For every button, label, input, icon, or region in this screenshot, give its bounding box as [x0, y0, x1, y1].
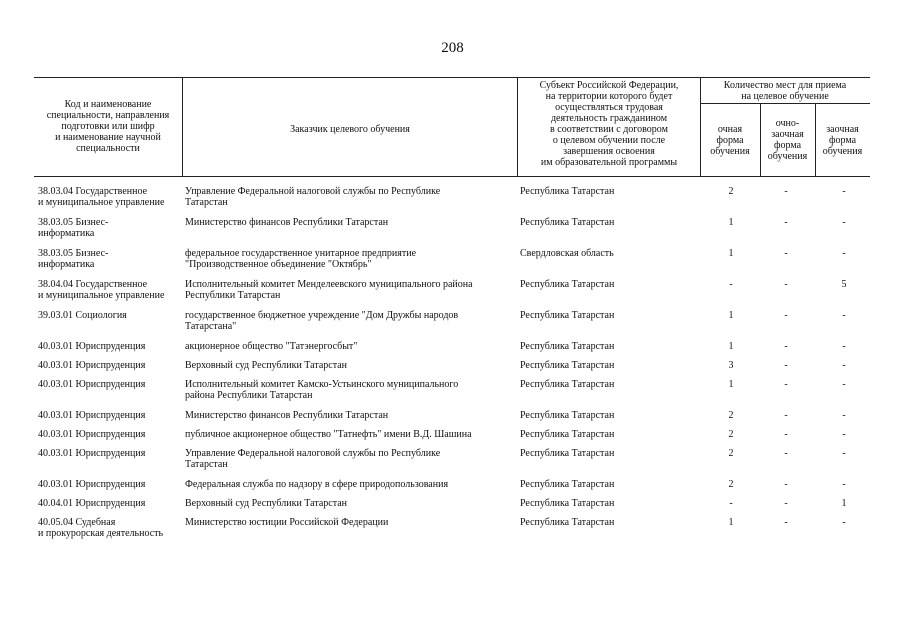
specialty-code-cell [38, 379, 186, 390]
part-time-count: - [784, 498, 788, 509]
part-time-count: - [784, 341, 788, 352]
customer-line: Министерство юстиции Российской Федерации [185, 517, 389, 528]
header-part-time-line: очно- [775, 118, 800, 129]
specialty-code-cell [38, 279, 186, 301]
customer-line: района Республики Татарстан [185, 390, 313, 401]
header-subject-line: завершения освоения [563, 146, 655, 157]
customer-line: Управление Федеральной налоговой службы по Республике [185, 448, 441, 459]
extramural-count: - [842, 341, 846, 352]
customer-line: Республики Татарстан [185, 290, 281, 301]
customer-cell [185, 410, 515, 421]
specialty-code-cell [38, 517, 186, 539]
page-number: 208 [441, 40, 464, 56]
specialty-code-line: 40.03.01 Юриспруденция [38, 429, 146, 440]
part-time-count: - [784, 379, 788, 390]
customer-cell [185, 429, 515, 440]
header-full-time-line: очная [717, 124, 743, 135]
subject-cell: Республика Татарстан [520, 341, 615, 352]
part-time-count: - [784, 410, 788, 421]
full-time-count: 1 [728, 379, 734, 390]
part-time-count: - [784, 248, 788, 259]
specialty-code-cell [38, 360, 186, 371]
full-time-count: 1 [728, 310, 734, 321]
customer-line: публичное акционерное общество "Татнефть" имени В.Д. Шашина [185, 429, 472, 440]
part-time-count: - [784, 448, 788, 459]
header-part-time-line: обучения [767, 151, 808, 162]
subject-cell: Республика Татарстан [520, 279, 615, 290]
specialty-code-cell [38, 186, 186, 208]
header-code-line: подготовки или шифр [61, 121, 155, 132]
subject-cell: Республика Татарстан [520, 498, 615, 509]
customer-cell [185, 310, 515, 332]
header-code-line: Код и наименование [64, 99, 152, 110]
header-places-line: на целевое обучение [741, 91, 829, 102]
customer-cell [185, 479, 515, 490]
header-part-time-line: заочная [771, 129, 804, 140]
subject-cell: Республика Татарстан [520, 217, 615, 228]
header-places-line: Количество мест для приема [723, 80, 847, 91]
specialty-code-line: информатика [38, 228, 95, 239]
full-time-count: - [729, 498, 733, 509]
subject-cell: Республика Татарстан [520, 360, 615, 371]
full-time-count: 2 [728, 429, 734, 440]
specialty-code-line: 40.03.01 Юриспруденция [38, 410, 146, 421]
customer-cell [185, 448, 515, 470]
header-part-time-line: форма [773, 140, 802, 151]
specialty-code-line: 40.05.04 Судебная [38, 517, 116, 528]
customer-line: Татарстан [185, 197, 228, 208]
customer-line: Управление Федеральной налоговой службы по Республике [185, 186, 441, 197]
header-top-rule [34, 77, 870, 78]
customer-cell [185, 279, 515, 301]
specialty-code-line: 38.03.04 Государственное [38, 186, 148, 197]
specialty-code-cell [38, 479, 186, 490]
specialty-code-cell [38, 341, 186, 352]
customer-cell [185, 360, 515, 371]
part-time-count: - [784, 360, 788, 371]
header-subject-line: на территории которого будет [545, 91, 673, 102]
header-sub-rule [700, 103, 870, 104]
specialty-code-line: и муниципальное управление [38, 290, 165, 301]
full-time-count: - [729, 279, 733, 290]
customer-cell [185, 498, 515, 509]
full-time-count: 2 [728, 479, 734, 490]
extramural-count: 5 [841, 279, 847, 290]
extramural-count: - [842, 448, 846, 459]
specialty-code-line: 40.03.01 Юриспруденция [38, 379, 146, 390]
full-time-count: 3 [728, 360, 734, 371]
specialty-code-line: 40.04.01 Юриспруденция [38, 498, 146, 509]
header-code-line: специальности [76, 143, 140, 154]
extramural-count: - [842, 217, 846, 228]
customer-cell [185, 186, 515, 208]
specialty-code-cell [38, 498, 186, 509]
customer-cell [185, 341, 515, 352]
header-subject-line: осуществляться трудовая [555, 102, 663, 113]
header-part-time [760, 118, 815, 162]
subject-cell: Республика Татарстан [520, 517, 615, 528]
header-bottom-rule [34, 176, 870, 177]
customer-line: Федеральная служба по надзору в сфере природопользования [185, 479, 449, 490]
customer-line: Татарстан [185, 459, 228, 470]
customer-cell [185, 248, 515, 270]
extramural-count: - [842, 517, 846, 528]
full-time-count: 1 [728, 248, 734, 259]
part-time-count: - [784, 479, 788, 490]
extramural-count: - [842, 410, 846, 421]
subject-cell: Республика Татарстан [520, 410, 615, 421]
part-time-count: - [784, 217, 788, 228]
header-subject-line: им образовательной программы [540, 157, 678, 168]
specialty-code-cell [38, 429, 186, 440]
subject-cell: Республика Татарстан [520, 429, 615, 440]
specialty-code-line: 40.03.01 Юриспруденция [38, 448, 146, 459]
extramural-count: 1 [841, 498, 847, 509]
customer-line: государственное бюджетное учреждение "Дом Дружбы народов [185, 310, 459, 321]
part-time-count: - [784, 310, 788, 321]
customer-line: федеральное государственное унитарное предприятие [185, 248, 417, 259]
header-extramural-line: обучения [822, 146, 863, 157]
specialty-code-line: 40.03.01 Юриспруденция [38, 479, 146, 490]
subject-cell: Свердловская область [520, 248, 614, 259]
customer-line: Министерство финансов Республики Татарстан [185, 410, 389, 421]
subject-cell: Республика Татарстан [520, 479, 615, 490]
customer-line: Татарстана" [185, 321, 237, 332]
customer-cell [185, 379, 515, 401]
customer-line: Исполнительный комитет Камско-Устьинского муниципального [185, 379, 459, 390]
header-subject-line: в соответствии с договором [550, 124, 668, 135]
extramural-count: - [842, 379, 846, 390]
specialty-code-cell [38, 310, 186, 321]
specialty-code-line: 40.03.01 Юриспруденция [38, 360, 146, 371]
customer-line: Министерство финансов Республики Татарстан [185, 217, 389, 228]
header-places [700, 80, 870, 102]
header-full-time [700, 124, 760, 157]
specialty-code-line: и муниципальное управление [38, 197, 165, 208]
full-time-count: 1 [728, 517, 734, 528]
specialty-code-cell [38, 248, 186, 270]
header-extramural-line: форма [828, 135, 857, 146]
header-extramural-line: заочная [826, 124, 859, 135]
customer-line: "Производственное объединение "Октябрь" [185, 259, 372, 270]
header-customer: Заказчик целевого обучения [290, 124, 410, 135]
specialty-code-line: и прокурорская деятельность [38, 528, 164, 539]
subject-cell: Республика Татарстан [520, 310, 615, 321]
specialty-code-line: 38.03.05 Бизнес- [38, 217, 109, 228]
extramural-count: - [842, 248, 846, 259]
header-subject [518, 80, 700, 168]
specialty-code-cell [38, 217, 186, 239]
full-time-count: 2 [728, 186, 734, 197]
customer-cell [185, 517, 515, 528]
header-code-line: и наименование научной [55, 132, 161, 143]
extramural-count: - [842, 429, 846, 440]
extramural-count: - [842, 360, 846, 371]
header-full-time-line: форма [716, 135, 744, 146]
full-time-count: 1 [728, 341, 734, 352]
extramural-count: - [842, 479, 846, 490]
full-time-count: 2 [728, 410, 734, 421]
specialty-code-line: информатика [38, 259, 95, 270]
header-full-time-line: обучения [710, 146, 750, 157]
header-extramural [815, 124, 870, 157]
full-time-count: 2 [728, 448, 734, 459]
specialty-code-line: 39.03.01 Социология [38, 310, 127, 321]
header-subject-line: Субъект Российской Федерации, [539, 80, 679, 91]
part-time-count: - [784, 186, 788, 197]
customer-line: Верховный суд Республики Татарстан [185, 360, 347, 371]
specialty-code-line: 40.03.01 Юриспруденция [38, 341, 146, 352]
part-time-count: - [784, 517, 788, 528]
specialty-code-line: 38.04.04 Государственное [38, 279, 148, 290]
full-time-count: 1 [728, 217, 734, 228]
specialty-code-cell [38, 410, 186, 421]
header-code [34, 99, 182, 154]
subject-cell: Республика Татарстан [520, 379, 615, 390]
extramural-count: - [842, 186, 846, 197]
header-code-line: специальности, направления [46, 110, 170, 121]
part-time-count: - [784, 429, 788, 440]
customer-line: Исполнительный комитет Менделеевского муниципального района [185, 279, 473, 290]
specialty-code-cell [38, 448, 186, 459]
part-time-count: - [784, 279, 788, 290]
specialty-code-line: 38.03.05 Бизнес- [38, 248, 109, 259]
customer-cell [185, 217, 515, 228]
customer-line: акционерное общество "Татэнергосбыт" [185, 341, 358, 352]
header-subject-line: о целевом обучении после [552, 135, 666, 146]
subject-cell: Республика Татарстан [520, 448, 615, 459]
header-subject-line: деятельность гражданином [550, 113, 668, 124]
extramural-count: - [842, 310, 846, 321]
customer-line: Верховный суд Республики Татарстан [185, 498, 347, 509]
subject-cell: Республика Татарстан [520, 186, 615, 197]
